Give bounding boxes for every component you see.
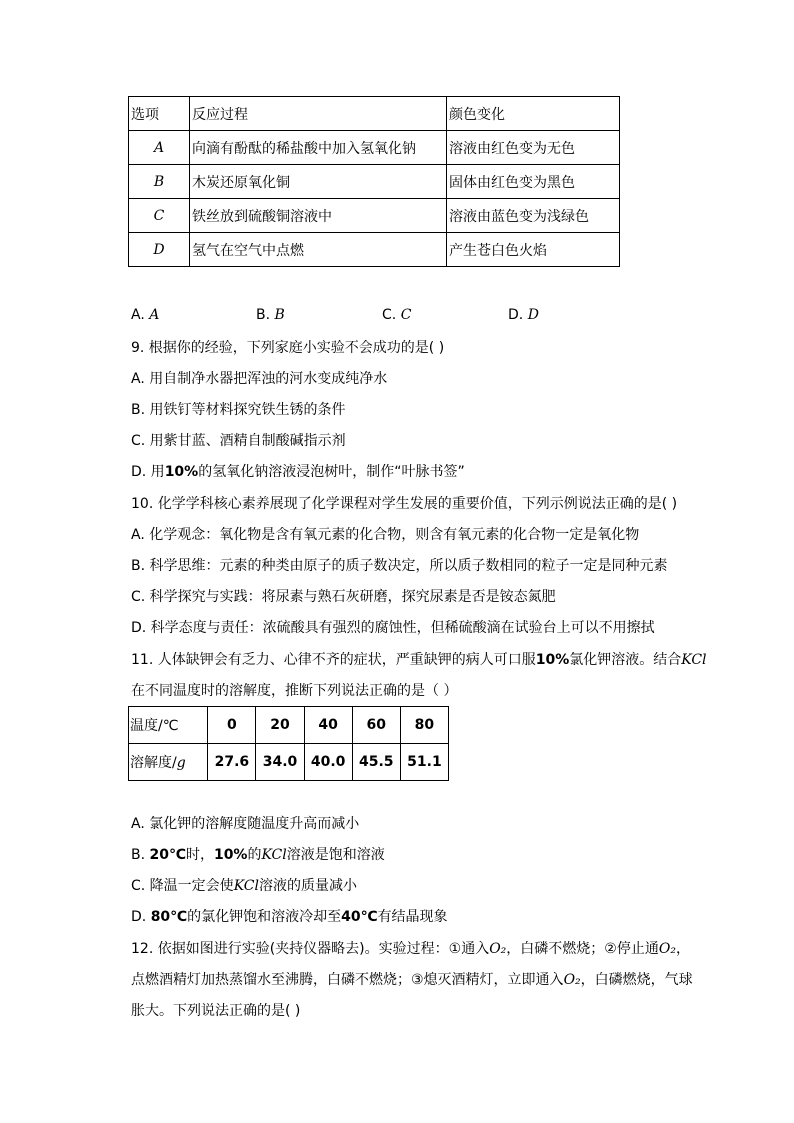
text: 11. 人体缺钾会有乏力、心律不齐的症状，严重缺钾的病人可口服 [131,652,536,668]
text: 40℃ [341,909,378,925]
table-cell: 固体由红色变为黑色 [447,165,620,199]
table-row [129,131,620,165]
q10-option-b[interactable]: B. 科学思维：元素的种类由原子的质子数决定，所以质子数相同的粒子一定是同种元素 [131,558,668,574]
table-cell: 45.5 [352,744,400,781]
table-cell: 34.0 [256,744,304,781]
table-row [129,744,449,781]
q11-option-c[interactable] [131,876,357,896]
text: 的氢氧化钠溶液浸泡树叶，制作“叶脉书签” [198,464,465,480]
q11-stem-line2: 在不同温度时的溶解度，推断下列说法正确的是（ ） [131,683,458,699]
text: 溶解度/ [130,755,177,771]
table-cell: 木炭还原氧化铜 [190,165,447,199]
q11-option-a[interactable]: A. 氯化钾的溶解度随温度升高而减小 [131,816,360,832]
table-header-cell: 选项 [129,97,190,131]
text: ，白磷燃烧，气球 [580,972,693,988]
text: 12. 依据如图进行实验(夹持仪器略去)。实验过程：①通入 [131,941,490,957]
formula: KCl [681,652,707,668]
table-cell: 0 [208,707,256,744]
table-header-row [129,97,620,131]
text: C. 降温一定会使 [131,878,234,894]
q11-option-d[interactable] [131,907,448,927]
text: 时， [185,847,214,863]
option-value: C [400,307,412,323]
table-cell: 产生苍白色火焰 [447,233,620,267]
text: ，白磷不燃烧；②停止通 [506,941,659,957]
text: ， [675,941,690,957]
text: 10% [213,847,248,863]
formula: KCl [261,847,287,863]
q10-option-c[interactable]: C. 科学探究与实践：将尿素与熟石灰研磨，探究尿素是否是铵态氮肥 [131,589,556,605]
option-label: C. [382,307,397,323]
text: 有结晶现象 [377,909,448,925]
reaction-color-table [128,96,620,267]
option-value: B [274,307,285,323]
formula: O₂ [489,941,507,957]
q10-option-a[interactable]: A. 化学观念：氧化物是含有氧元素的化合物，则含有氧元素的化合物一定是氧化物 [131,527,640,543]
text: 80℃ [150,909,188,925]
q10-option-d[interactable]: D. 科学态度与责任：浓硫酸具有强烈的腐蚀性，但稀硫酸滴在试验台上可以不用擦拭 [131,620,655,636]
q8-option-a[interactable] [131,307,159,323]
text: 氯化钾溶液。结合 [569,652,682,668]
text: 10% [535,652,570,668]
table-cell: D [129,233,190,267]
table-cell: 51.1 [400,744,448,781]
table-cell: A [129,131,190,165]
q9-stem: 9. 根据你的经验，下列家庭小实验不会成功的是( ) [131,340,445,356]
formula: O₂ [563,972,581,988]
table-cell: B [129,165,190,199]
q11-option-b[interactable] [131,845,385,865]
q10-stem: 10. 化学学科核心素养展现了化学课程对学生发展的重要价值，下列示例说法正确的是( ) [131,496,678,512]
q8-option-c[interactable] [382,307,411,323]
table-cell: 铁丝放到硫酸铜溶液中 [190,199,447,233]
q11-stem-line1 [131,650,707,670]
table-row-label: 温度/℃ [129,707,208,744]
text: 10% [164,464,199,480]
text: D. 用 [131,464,165,480]
table-row [129,199,620,233]
option-label: D. [508,307,524,323]
q12-stem-line2 [131,970,693,990]
formula: O₂ [658,941,676,957]
table-cell: 40 [304,707,352,744]
table-cell: 氢气在空气中点燃 [190,233,447,267]
text: 溶液是饱和溶液 [286,847,385,863]
table-cell: 20 [256,707,304,744]
text: 的 [247,847,262,863]
table-cell: 60 [352,707,400,744]
table-header-cell: 反应过程 [190,97,447,131]
table-cell: 40.0 [304,744,352,781]
text: 溶液的质量减小 [258,878,357,894]
q12-stem-line3: 胀大。下列说法正确的是( ) [131,1003,301,1019]
table-cell: 溶液由红色变为无色 [447,131,620,165]
option-label: A. [131,307,145,323]
table-row [129,707,449,744]
option-value: A [149,307,160,323]
q9-option-c[interactable]: C. 用紫甘蓝、酒精自制酸碱指示剂 [131,433,346,449]
table-row [129,165,620,199]
text: B. [131,847,150,863]
text: 20℃ [149,847,186,863]
text: D. [131,909,151,925]
formula: KCl [233,878,259,894]
table-row-label [129,744,208,781]
q9-option-d[interactable] [131,462,465,482]
q8-option-d[interactable] [508,307,539,323]
text: 的氯化钾饱和溶液冷却至 [187,909,342,925]
text: 点燃酒精灯加热蒸馏水至沸腾，白磷不燃烧；③熄灭酒精灯，立即通入 [131,972,564,988]
table-row [129,233,620,267]
q9-option-b[interactable]: B. 用铁钉等材料探究铁生锈的条件 [131,402,346,418]
table-cell: 27.6 [208,744,256,781]
table-cell: C [129,199,190,233]
option-value: D [527,307,539,323]
q8-option-b[interactable] [256,307,285,323]
table-cell: 溶液由蓝色变为浅绿色 [447,199,620,233]
q9-option-a[interactable]: A. 用自制净水器把浑浊的河水变成纯净水 [131,371,388,387]
q12-stem-line1 [131,939,690,959]
table-header-cell: 颜色变化 [447,97,620,131]
table-cell: 向滴有酚酞的稀盐酸中加入氢氧化钠 [190,131,447,165]
option-label: B. [256,307,271,323]
table-cell: 80 [400,707,448,744]
unit: g [176,755,186,771]
solubility-table [128,706,449,781]
